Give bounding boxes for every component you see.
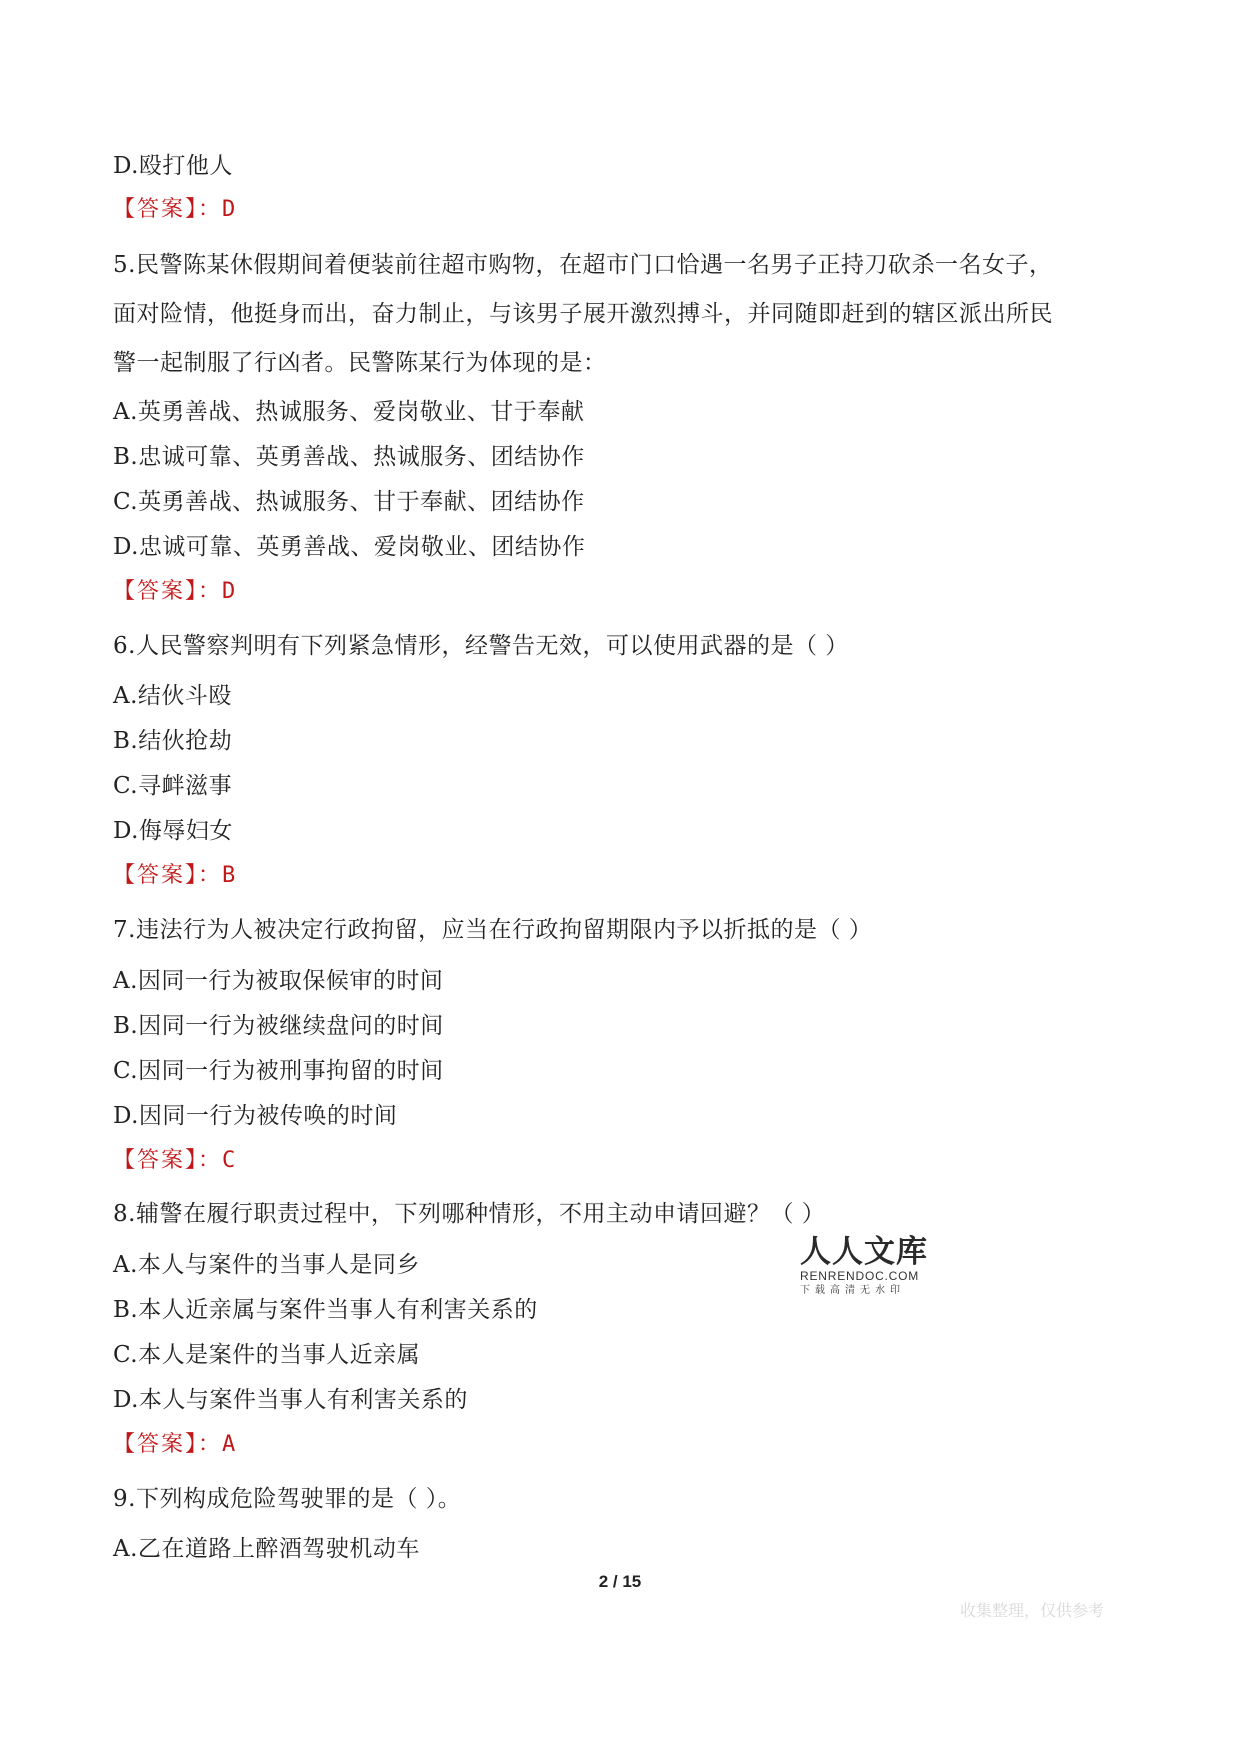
- answer-label: 【答案】: [113, 863, 199, 888]
- watermark-slogan: 下载高清无水印: [800, 1285, 905, 1296]
- answer-colon: ：: [198, 863, 223, 888]
- option-9a: A.乙在道路上醉酒驾驶机动车: [113, 1536, 420, 1562]
- option-5d: D.忠诚可靠、英勇善战、爱岗敬业、团结协作: [113, 534, 586, 560]
- answer-value: D: [222, 579, 238, 604]
- answer-label: 【答案】: [113, 197, 199, 222]
- answer-value: A: [222, 1432, 238, 1457]
- answer-colon: ：: [198, 1148, 223, 1173]
- renrendoc-watermark-logo: [800, 1235, 935, 1298]
- option-6c: C.寻衅滋事: [113, 773, 233, 799]
- question-5-line-3: 警一起制服了行凶者。民警陈某行为体现的是：: [113, 350, 607, 376]
- watermark-domain: RENRENDOC.COM: [800, 1269, 920, 1283]
- option-5b: B.忠诚可靠、英勇善战、热诚服务、团结协作: [113, 444, 585, 470]
- page-number: 2 / 15: [598, 1572, 642, 1591]
- answer-value: B: [222, 863, 238, 888]
- answer-7: [113, 1146, 237, 1176]
- question-6: 6.人民警察判明有下列紧急情形，经警告无效，可以使用武器的是（ ）: [113, 633, 849, 659]
- option-7b: B.因同一行为被继续盘问的时间: [113, 1013, 444, 1039]
- option-6a: A.结伙斗殴: [113, 683, 232, 709]
- option-5a: A.英勇善战、热诚服务、爱岗敬业、甘于奉献: [113, 399, 585, 425]
- option-8a: A.本人与案件的当事人是同乡: [113, 1252, 420, 1278]
- answer-value: C: [222, 1148, 238, 1173]
- question-7: 7.违法行为人被决定行政拘留，应当在行政拘留期限内予以折抵的是（ ）: [113, 917, 873, 943]
- answer-4: [113, 195, 237, 225]
- option-7a: A.因同一行为被取保候审的时间: [113, 968, 444, 994]
- option-7d: D.因同一行为被传唤的时间: [113, 1103, 398, 1129]
- answer-label: 【答案】: [113, 1432, 199, 1457]
- watermark-title: 人人文库: [800, 1234, 928, 1270]
- answer-value: D: [222, 197, 238, 222]
- answer-8: [113, 1430, 237, 1460]
- option-8d: D.本人与案件当事人有利害关系的: [113, 1387, 468, 1413]
- footer-note: 收集整理，仅供参考: [960, 1601, 1105, 1620]
- question-9: 9.下列构成危险驾驶罪的是（ ）。: [113, 1486, 462, 1512]
- answer-6: [113, 861, 237, 891]
- question-8: 8.辅警在履行职责过程中，下列哪种情形，不用主动申请回避？（ ）: [113, 1201, 826, 1227]
- question-5-line-1: 5.民警陈某休假期间着便装前往超市购物，在超市门口恰遇一名男子正持刀砍杀一名女子，: [113, 252, 1053, 278]
- answer-5: [113, 577, 237, 607]
- option-6b: B.结伙抢劫: [113, 728, 233, 754]
- option-8c: C.本人是案件的当事人近亲属: [113, 1342, 421, 1368]
- answer-colon: ：: [198, 1432, 223, 1457]
- answer-label: 【答案】: [113, 579, 199, 604]
- answer-label: 【答案】: [113, 1148, 199, 1173]
- answer-colon: ：: [198, 579, 223, 604]
- option-5c: C.英勇善战、热诚服务、甘于奉献、团结协作: [113, 489, 585, 515]
- option-4d: D.殴打他人: [113, 153, 233, 179]
- option-7c: C.因同一行为被刑事拘留的时间: [113, 1058, 444, 1084]
- option-6d: D.侮辱妇女: [113, 818, 233, 844]
- option-8b: B.本人近亲属与案件当事人有利害关系的: [113, 1297, 538, 1323]
- question-5-line-2: 面对险情，他挺身而出，奋力制止，与该男子展开激烈搏斗，并同随即赶到的辖区派出所民: [113, 301, 1053, 327]
- answer-colon: ：: [198, 197, 223, 222]
